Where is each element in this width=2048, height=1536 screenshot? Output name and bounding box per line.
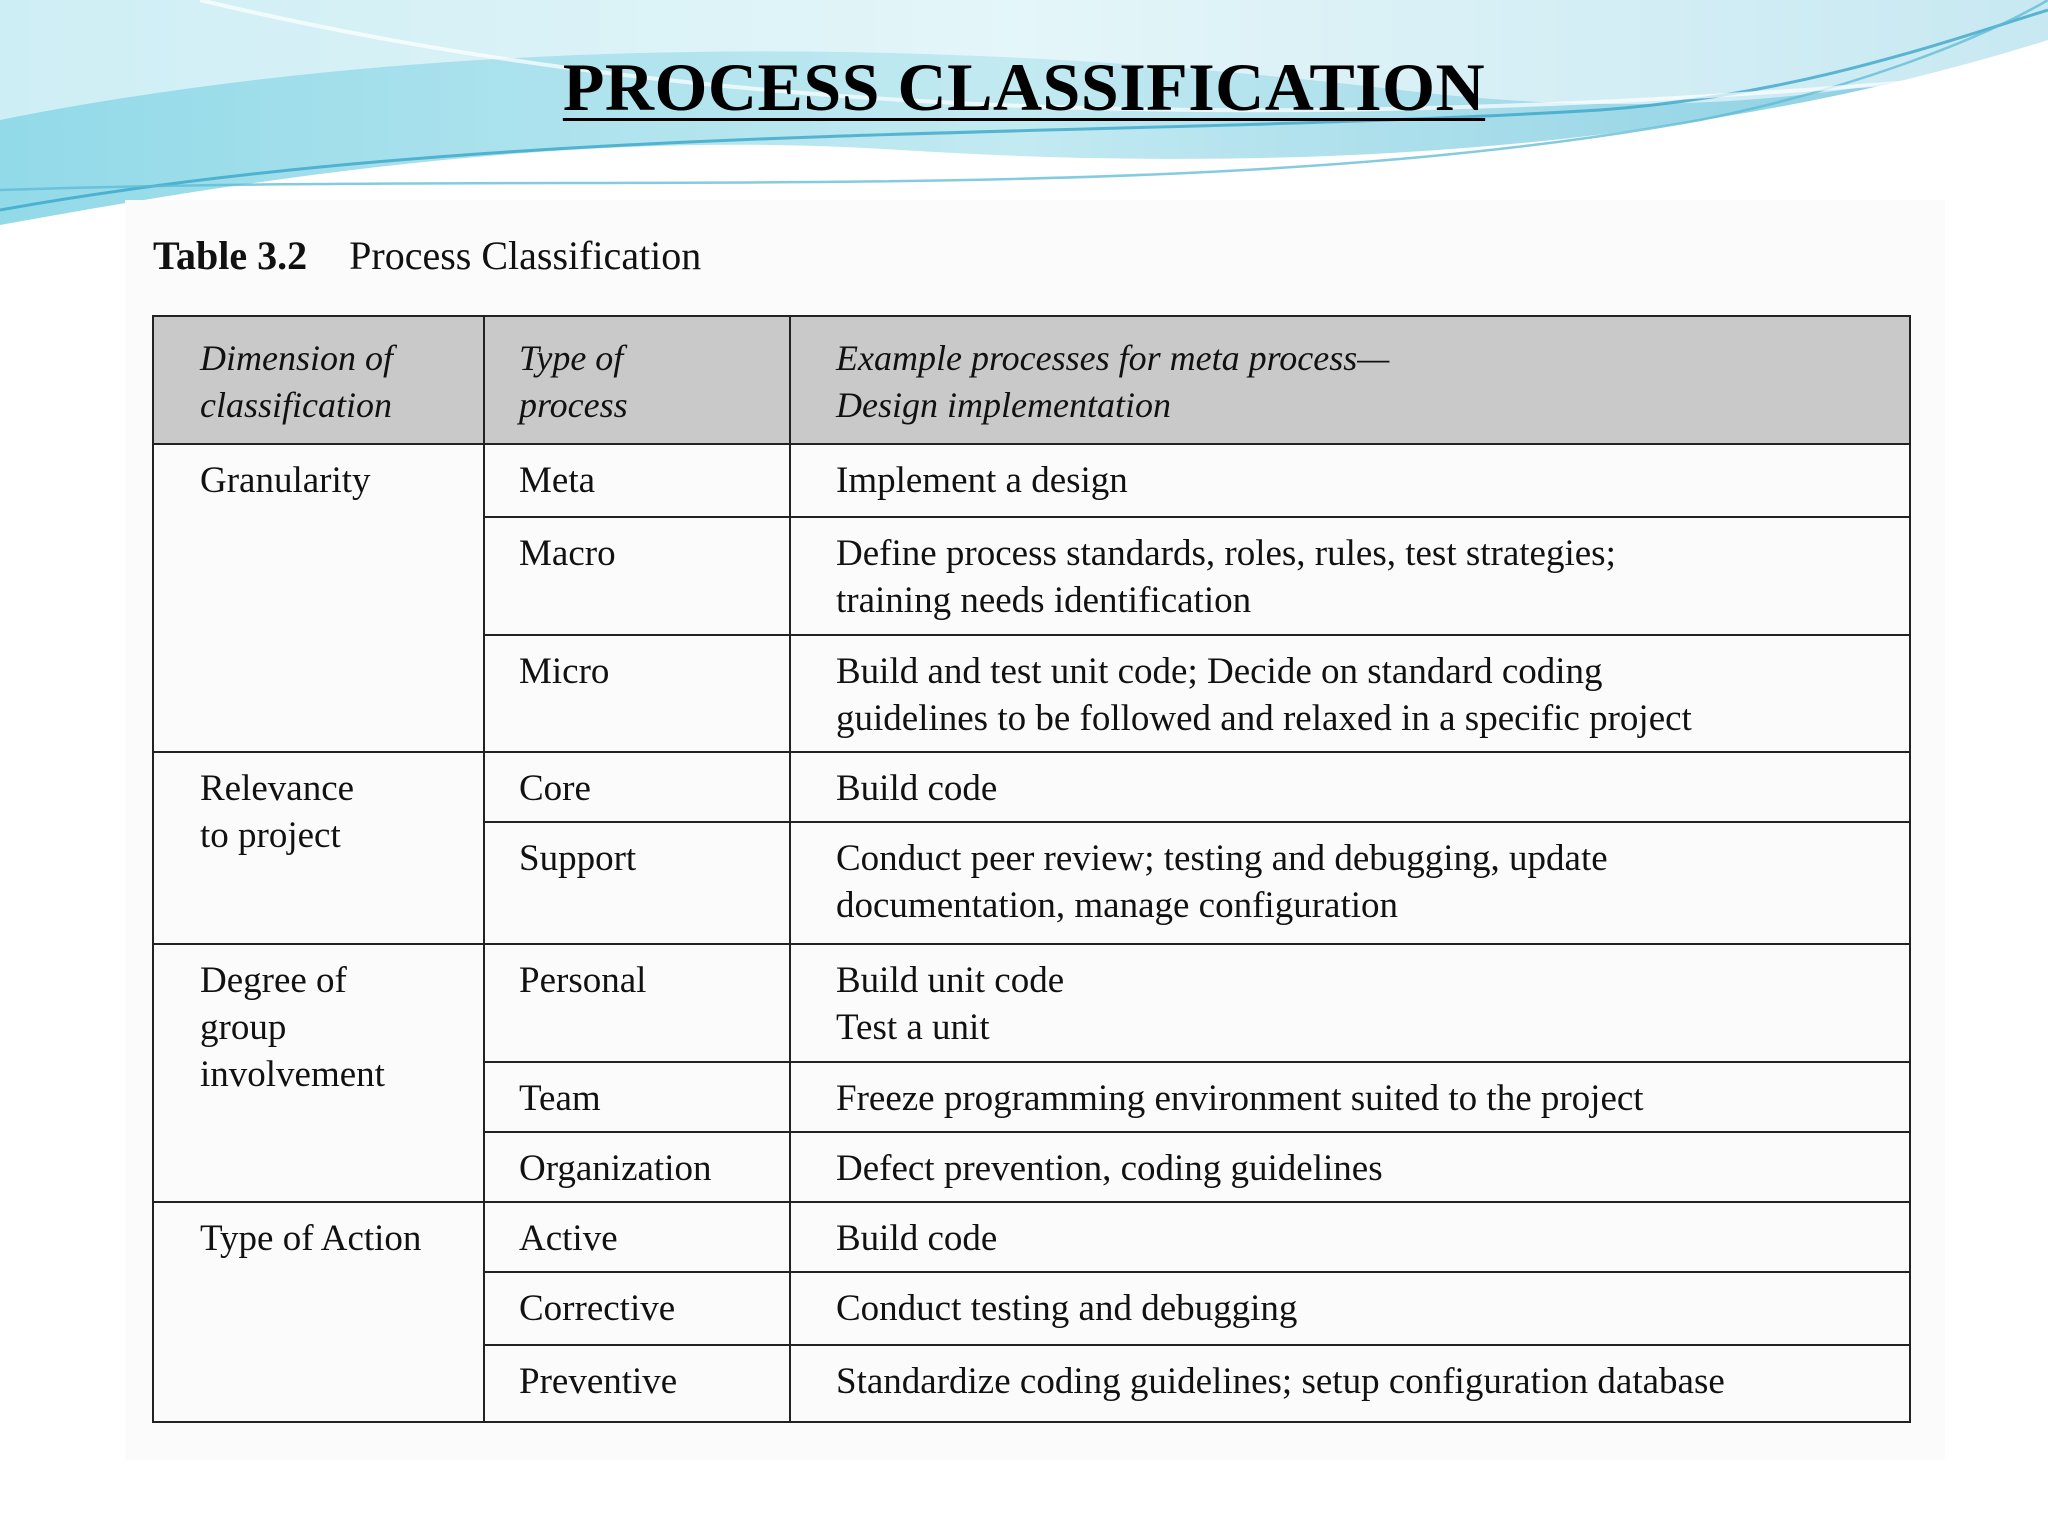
table-caption bbox=[153, 232, 701, 279]
process-type-cell: Preventive bbox=[484, 1345, 790, 1422]
process-type-cell: Active bbox=[484, 1202, 790, 1272]
dimension-cell: Degree of group involvement bbox=[153, 944, 484, 1202]
process-type-cell: Personal bbox=[484, 944, 790, 1062]
process-type-cell: Team bbox=[484, 1062, 790, 1132]
example-cell: Implement a design bbox=[790, 444, 1910, 517]
table-row bbox=[153, 1202, 1910, 1272]
process-type-cell: Meta bbox=[484, 444, 790, 517]
example-cell: Standardize coding guidelines; setup configuration database bbox=[790, 1345, 1910, 1422]
table-row bbox=[153, 444, 1910, 517]
example-cell: Build and test unit code; Decide on standard coding guidelines to be followed and relaxed in a specific project bbox=[790, 635, 1910, 753]
table-caption-text: Process Classification bbox=[349, 233, 702, 278]
example-cell: Build unit code Test a unit bbox=[790, 944, 1910, 1062]
process-type-cell: Organization bbox=[484, 1132, 790, 1202]
process-type-cell: Support bbox=[484, 822, 790, 944]
dimension-cell: Relevance to project bbox=[153, 752, 484, 944]
example-cell: Build code bbox=[790, 1202, 1910, 1272]
example-cell: Freeze programming environment suited to the project bbox=[790, 1062, 1910, 1132]
process-type-cell: Core bbox=[484, 752, 790, 822]
dimension-cell: Type of Action bbox=[153, 1202, 484, 1422]
process-type-cell: Macro bbox=[484, 517, 790, 635]
table-row bbox=[153, 752, 1910, 822]
table-number: Table 3.2 bbox=[153, 233, 308, 278]
table-row bbox=[153, 944, 1910, 1062]
process-type-cell: Corrective bbox=[484, 1272, 790, 1345]
example-cell: Defect prevention, coding guidelines bbox=[790, 1132, 1910, 1202]
process-classification-table bbox=[152, 315, 1911, 1423]
slide-title: PROCESS CLASSIFICATION bbox=[562, 49, 1486, 125]
example-cell: Build code bbox=[790, 752, 1910, 822]
header-dimension: Dimension of classification bbox=[153, 316, 484, 444]
header-example: Example processes for meta process— Design implementation bbox=[790, 316, 1910, 444]
process-type-cell: Micro bbox=[484, 635, 790, 753]
example-cell: Conduct testing and debugging bbox=[790, 1272, 1910, 1345]
table-header-row bbox=[153, 316, 1910, 444]
example-cell: Define process standards, roles, rules, test strategies; training needs identification bbox=[790, 517, 1910, 635]
dimension-cell: Granularity bbox=[153, 444, 484, 752]
example-cell: Conduct peer review; testing and debugging, update documentation, manage configuration bbox=[790, 822, 1910, 944]
header-type: Type of process bbox=[484, 316, 790, 444]
